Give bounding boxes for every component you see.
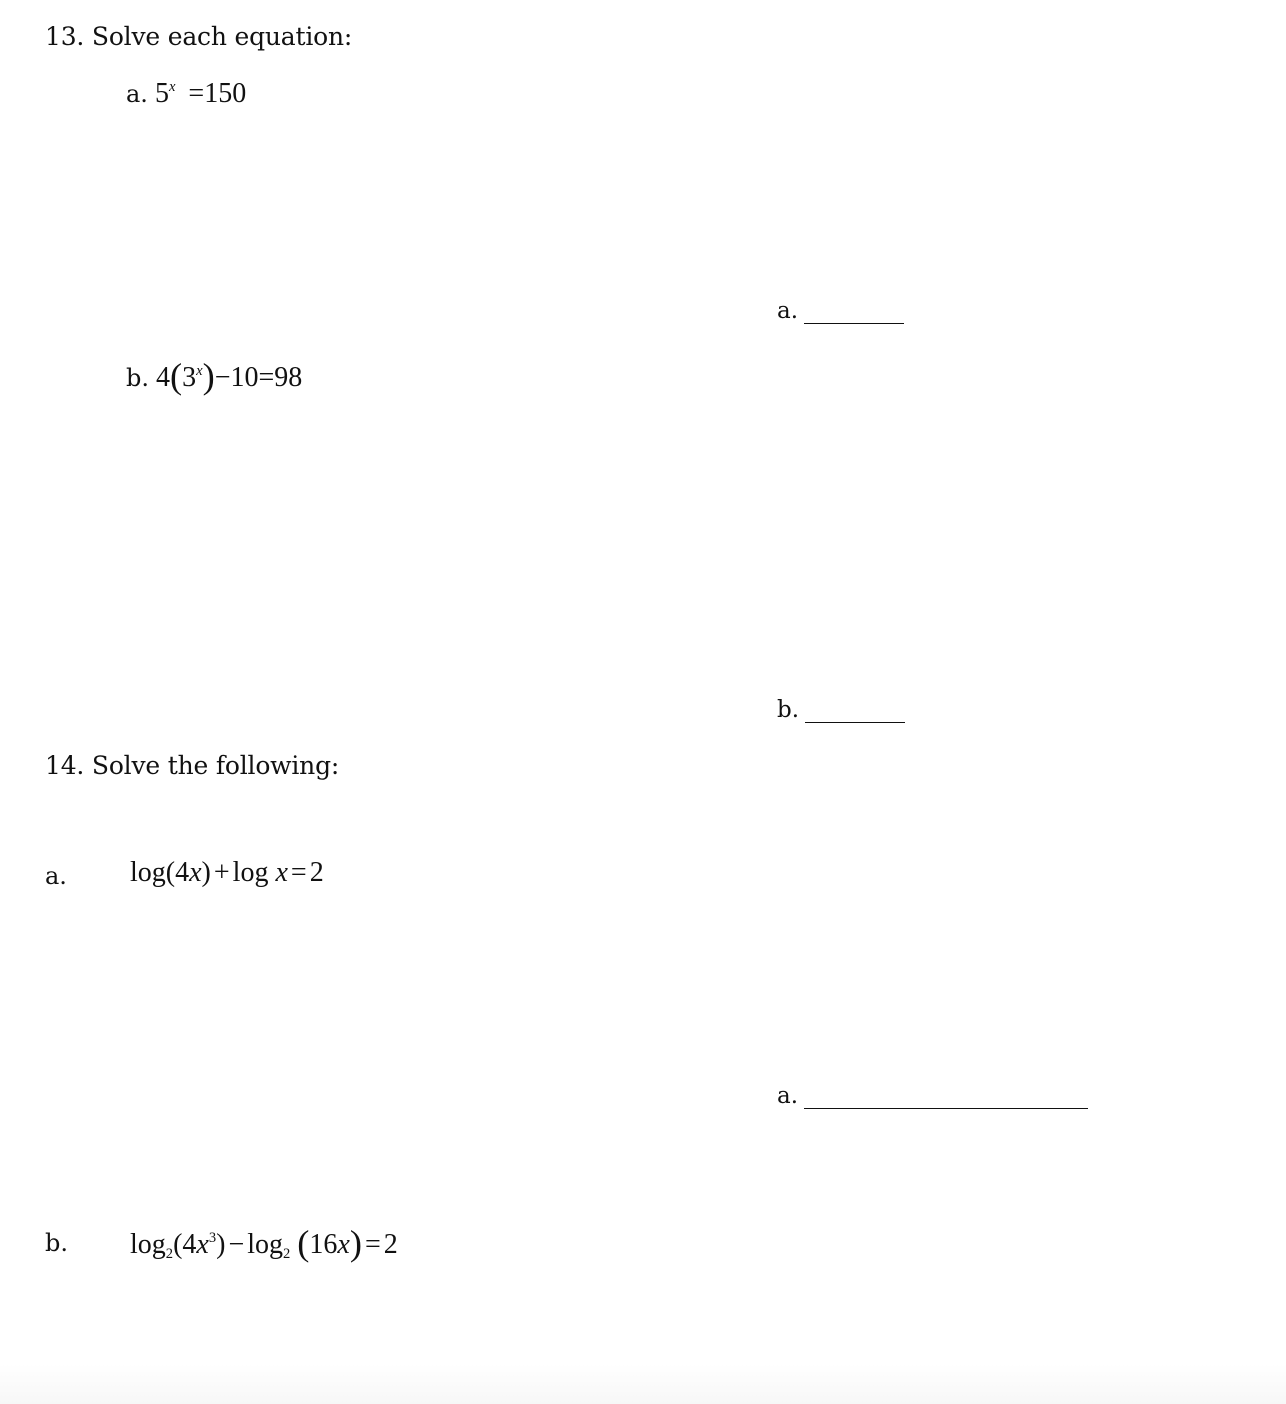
answer-13b <box>777 697 905 723</box>
question-13a <box>126 78 246 110</box>
answer-13a-label: a. <box>777 298 799 324</box>
answer-13a-blank[interactable] <box>804 301 904 324</box>
question-13-heading: 13. Solve each equation: <box>45 22 353 51</box>
question-13b-equation: $4(3^x)-10=98$ <box>156 356 303 396</box>
question-13b-label: b. <box>126 363 149 392</box>
answer-13b-label: b. <box>777 697 800 723</box>
answer-14a-blank[interactable] <box>804 1086 1088 1109</box>
answer-13a <box>777 298 904 324</box>
answer-14a-label: a. <box>777 1083 799 1109</box>
question-14a-label: a. <box>45 862 67 890</box>
question-13a-equation: 5$^x$ =150 <box>154 78 247 109</box>
answer-14a <box>777 1083 1088 1109</box>
question-14b-equation: $\log_2(4x^3) - \log_2 (16x) = 2$ <box>130 1223 398 1263</box>
question-14-heading: 14. Solve the following: <box>45 751 340 780</box>
question-14a-equation: log(4x) + log x = 2 <box>130 857 324 888</box>
answer-13b-blank[interactable] <box>805 700 905 723</box>
question-13a-label: a. <box>126 80 148 108</box>
page-bottom-shade <box>0 1364 1286 1404</box>
question-14b-label: b. <box>45 1229 68 1257</box>
question-13b <box>126 355 302 397</box>
